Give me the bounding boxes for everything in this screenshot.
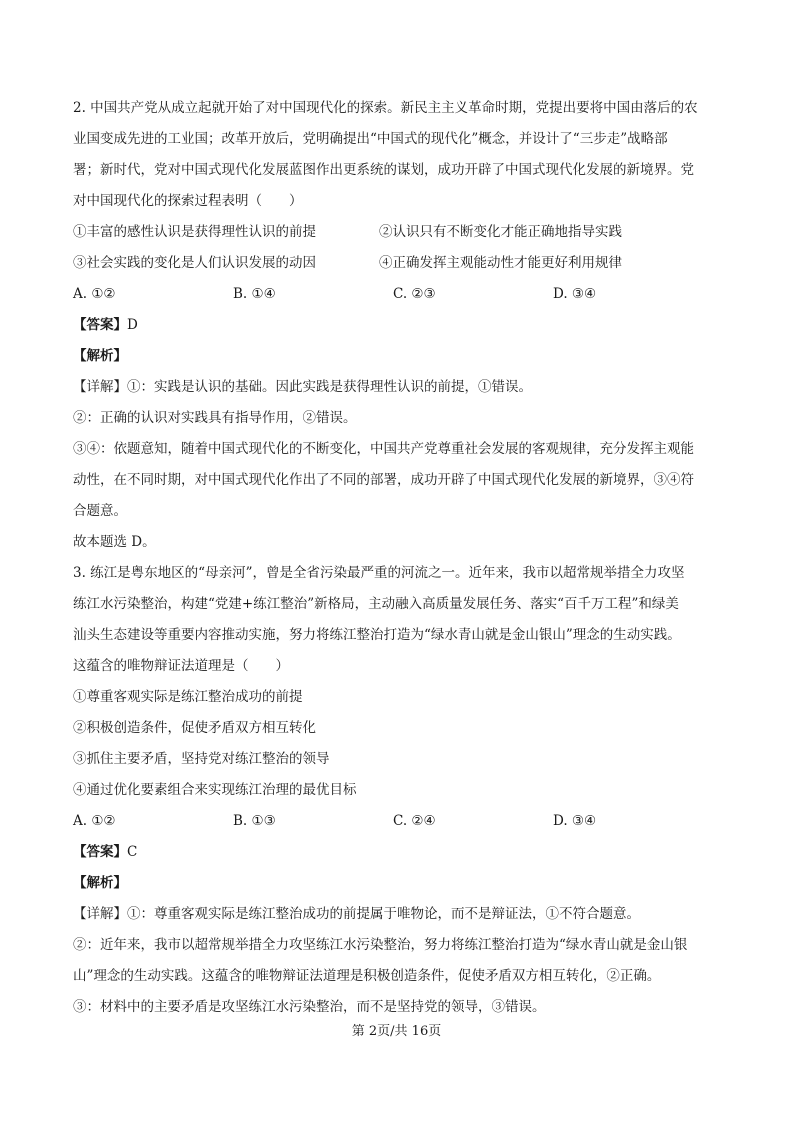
q2-choices bbox=[73, 279, 725, 310]
q3-choice-c: C. ②④ bbox=[393, 813, 436, 829]
q2-detail-line-6: 故本题选 D。 bbox=[73, 534, 156, 550]
q3-statement-2: ②积极创造条件，促使矛盾双方相互转化 bbox=[73, 720, 316, 736]
page-content bbox=[73, 93, 725, 1023]
q2-answer bbox=[73, 310, 725, 341]
q3-detail-line-3: 山”理念的生动实践。这蕴含的唯物辩证法道理是积极创造条件，促使矛盾双方相互转化，②正确。 bbox=[73, 968, 661, 984]
q3-choices bbox=[73, 806, 725, 837]
q3-answer-value: C bbox=[127, 844, 138, 860]
q3-statement-3: ③抓住主要矛盾，坚持党对练江整治的领导 bbox=[73, 751, 330, 767]
q2-statement-1: ①丰富的感性认识是获得理性认识的前提 bbox=[73, 224, 316, 240]
q2-detail-line-1: 【详解】①：实践是认识的基础。因此实践是获得理性认识的前提，①错误。 bbox=[73, 379, 532, 395]
q2-statement-4: ④正确发挥主观能动性才能更好利用规律 bbox=[379, 255, 622, 271]
q3-analysis-label: 【解析】 bbox=[73, 875, 127, 891]
page-footer: 第 2页/共 16页 bbox=[351, 1024, 442, 1039]
q3-answer bbox=[73, 837, 725, 868]
q2-choice-d: D. ③④ bbox=[553, 286, 597, 302]
q3-detail-line-4: ③：材料中的主要矛盾是攻坚练江水污染整治，而不是坚持党的领导，③错误。 bbox=[73, 999, 546, 1015]
q2-statement-3: ③社会实践的变化是人们认识发展的动因 bbox=[73, 255, 316, 271]
q3-choice-d: D. ③④ bbox=[553, 813, 597, 829]
q2-stem-line-4: 对中国现代化的探索过程表明（ ） bbox=[73, 193, 303, 209]
q2-statement-2: ②认识只有不断变化才能正确地指导实践 bbox=[379, 224, 622, 240]
q2-choice-b: B. ①④ bbox=[233, 286, 276, 302]
q2-stem-line-2: 业国变成先进的工业国；改革开放后，党明确提出“中国式的现代化”概念，并设计了“三步走”战略部 bbox=[73, 131, 668, 147]
q2-stem-line-1: 2. 中国共产党从成立起就开始了对中国现代化的探索。新民主主义革命时期，党提出要将中国由落后的农 bbox=[73, 100, 698, 116]
q2-choice-a: A. ①② bbox=[73, 286, 116, 302]
q3-detail-line-2: ②：近年来，我市以超常规举措全力攻坚练江水污染整治，努力将练江整治打造为“绿水青山就是金山银 bbox=[73, 937, 688, 953]
q3-statement-4: ④通过优化要素组合来实现练江治理的最优目标 bbox=[73, 782, 357, 798]
q3-stem-line-4: 这蕴含的唯物辩证法道理是（ ） bbox=[73, 658, 289, 674]
q2-analysis-label: 【解析】 bbox=[73, 348, 127, 364]
q2-answer-label: 【答案】 bbox=[73, 317, 127, 333]
q3-stem-line-3: 汕头生态建设等重要内容推动实施，努力将练江整治打造为“绿水青山就是金山银山”理念的生动实践。 bbox=[73, 627, 681, 643]
q2-answer-value: D bbox=[127, 317, 138, 333]
q3-statement-1: ①尊重客观实际是练江整治成功的前提 bbox=[73, 689, 303, 705]
q3-answer-label: 【答案】 bbox=[73, 844, 127, 860]
q2-stem-line-3: 署；新时代，党对中国式现代化发展蓝图作出更系统的谋划，成功开辟了中国式现代化发展的新境界。党 bbox=[73, 162, 694, 178]
q2-statements-row-2 bbox=[73, 248, 725, 279]
q3-detail-line-1: 【详解】①：尊重客观实际是练江整治成功的前提属于唯物论，而不是辩证法，①不符合题意。 bbox=[73, 906, 640, 922]
q3-choice-a: A. ①② bbox=[73, 813, 116, 829]
q2-detail-line-3: ③④：依题意知，随着中国式现代化的不断变化，中国共产党尊重社会发展的客观规律，充分发挥主观能 bbox=[73, 441, 694, 457]
q2-detail-line-4: 动性，在不同时期，对中国式现代化作出了不同的部署，成功开辟了中国式现代化发展的新境界，③④符 bbox=[73, 472, 694, 488]
q2-detail-line-2: ②：正确的认识对实践具有指导作用，②错误。 bbox=[73, 410, 357, 426]
q3-stem-line-1: 3. 练江是粤东地区的“母亲河”，曾是全省污染最严重的河流之一。近年来，我市以超常规举措全力攻坚 bbox=[73, 565, 685, 581]
q3-choice-b: B. ①③ bbox=[233, 813, 276, 829]
q3-stem-line-2: 练江水污染整治，构建“党建+练江整治”新格局，主动融入高质量发展任务、落实“百千万工程”和绿美 bbox=[73, 596, 679, 612]
q2-detail-line-5: 合题意。 bbox=[73, 503, 127, 519]
q2-statements-row-1 bbox=[73, 217, 725, 248]
q2-choice-c: C. ②③ bbox=[393, 286, 436, 302]
